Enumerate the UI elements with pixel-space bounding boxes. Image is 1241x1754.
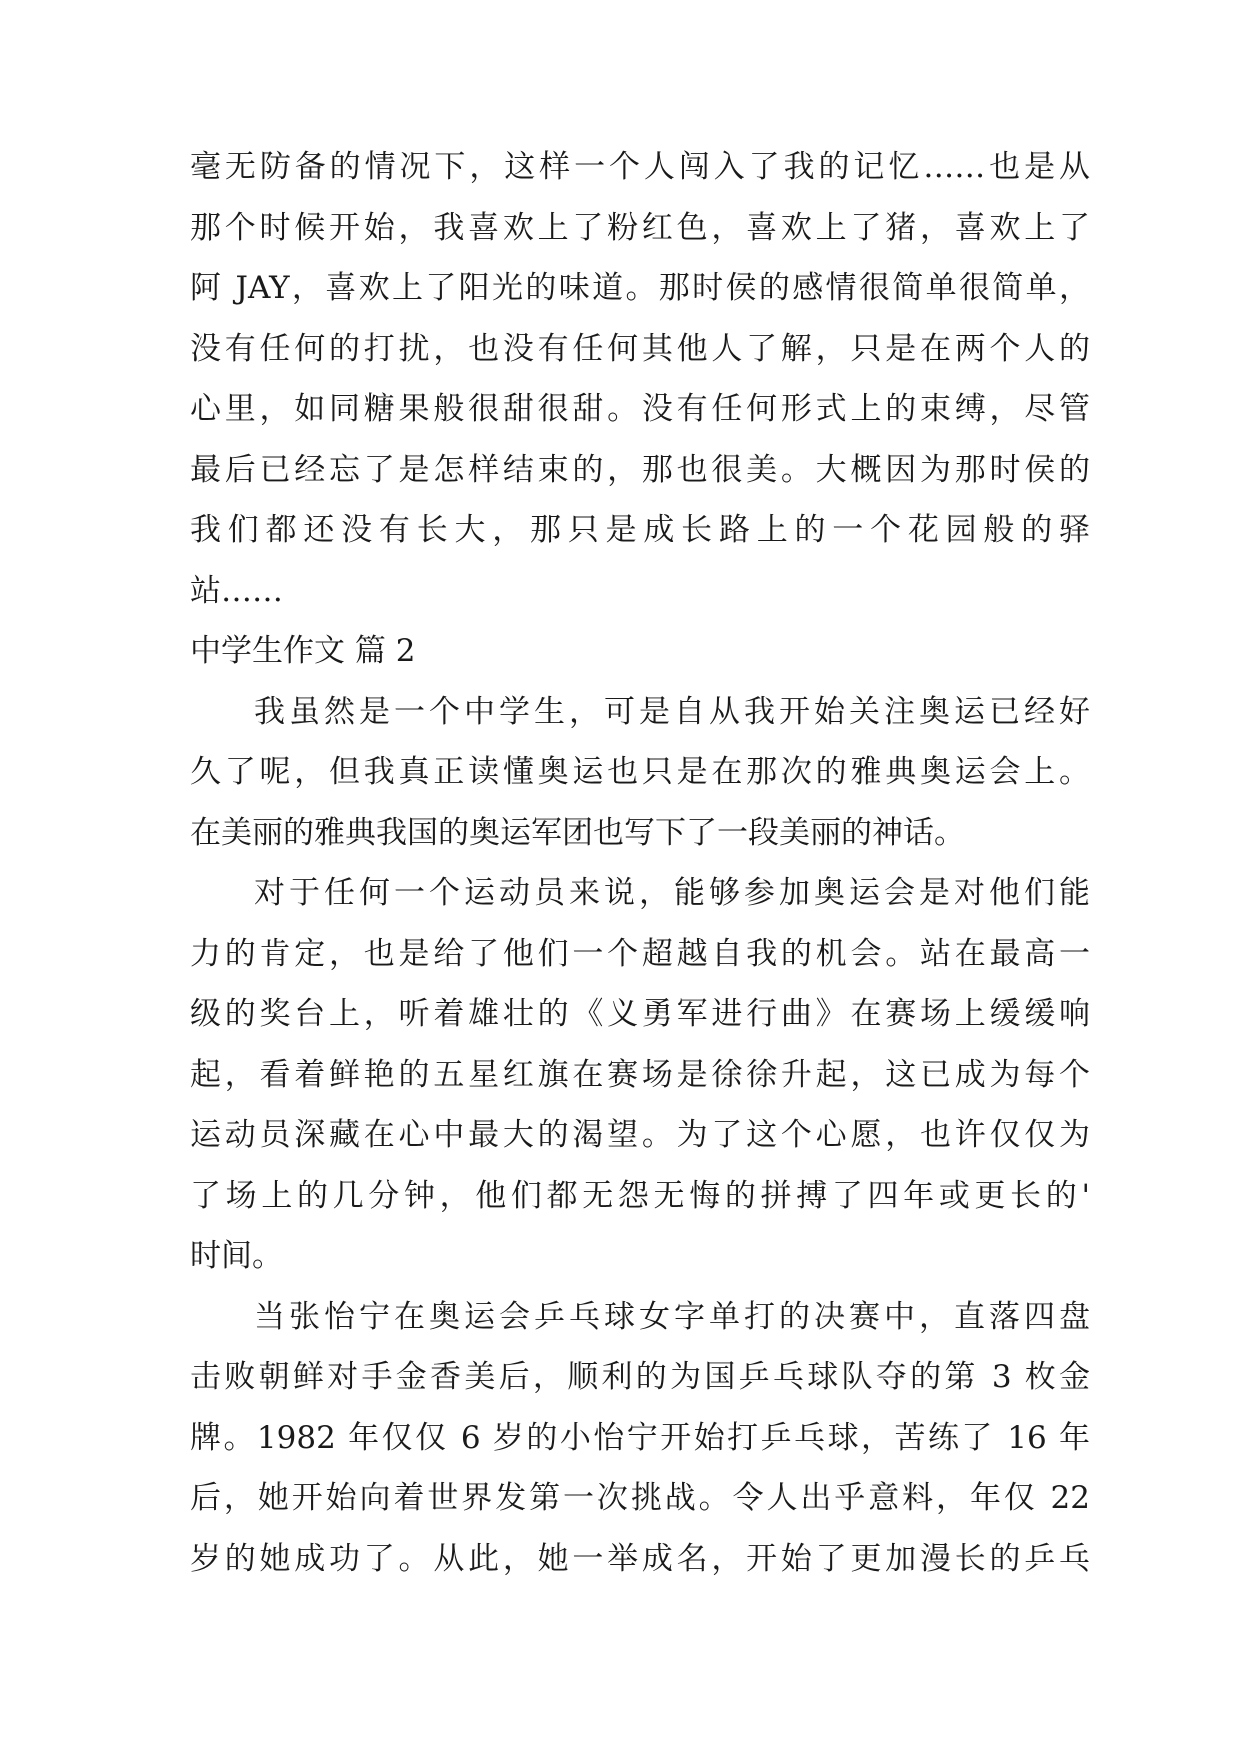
text-line: 后，她开始向着世界发第一次挑战。令人出乎意料，年仅 22 xyxy=(190,1480,1090,1516)
text-line: 力的肯定，也是给了他们一个超越自我的机会。站在最高一 xyxy=(190,935,1090,972)
document-body xyxy=(190,137,1090,1589)
text-line: 最后已经忘了是怎样结束的，那也很美。大概因为那时侯的 xyxy=(190,451,1090,488)
continuation-paragraph xyxy=(190,137,1090,621)
text-line: 击败朝鲜对手金香美后，顺利的为国乒乓球队夺的第 3 枚金 xyxy=(190,1359,1090,1395)
text-line: 久了呢，但我真正读懂奥运也只是在那次的雅典奥运会上。 xyxy=(190,754,1090,790)
text-line: 运动员深藏在心中最大的渴望。为了这个心愿，也许仅仅为 xyxy=(190,1117,1090,1153)
text-line: 阿 JAY，喜欢上了阳光的味道。那时侯的感情很简单很简单， xyxy=(190,270,1090,306)
text-line: 牌。1982 年仅仅 6 岁的小怡宁开始打乒乓球，苦练了 16 年 xyxy=(190,1419,1090,1456)
text-line: 没有任何的打扰，也没有任何其他人了解，只是在两个人的 xyxy=(190,330,1090,367)
text-line: 我虽然是一个中学生，可是自从我开始关注奥运已经好 xyxy=(254,693,1090,730)
text-line: 那个时候开始，我喜欢上了粉红色，喜欢上了猪，喜欢上了 xyxy=(190,209,1090,246)
text-line: 时间。 xyxy=(190,1238,283,1274)
text-line: 起，看着鲜艳的五星红旗在赛场是徐徐升起，这已成为每个 xyxy=(190,1056,1090,1093)
text-line: 我们都还没有长大，那只是成长路上的一个花园般的驿 xyxy=(190,512,1090,548)
text-line: 当张怡宁在奥运会乒乓球女字单打的决赛中，直落四盘 xyxy=(254,1298,1090,1335)
text-line: 站…… xyxy=(190,572,283,609)
text-line: 毫无防备的情况下，这样一个人闯入了我的记忆……也是从 xyxy=(190,149,1090,185)
paragraph xyxy=(190,863,1090,1287)
text-line: 对于任何一个运动员来说，能够参加奥运会是对他们能 xyxy=(254,875,1090,911)
section-heading: 中学生作文 篇 2 xyxy=(190,633,416,669)
text-line: 心里，如同糖果般很甜很甜。没有任何形式上的束缚，尽管 xyxy=(190,391,1090,427)
paragraph xyxy=(190,682,1090,864)
text-line: 岁的她成功了。从此，她一举成名，开始了更加漫长的乒乓 xyxy=(190,1540,1090,1577)
text-line: 在美丽的雅典我国的奥运军团也写下了一段美丽的神话。 xyxy=(190,814,965,851)
text-line: 了场上的几分钟，他们都无怨无悔的拼搏了四年或更长的' xyxy=(190,1177,1090,1214)
paragraph xyxy=(190,1287,1090,1590)
text-line: 级的奖台上，听着雄壮的《义勇军进行曲》在赛场上缓缓响 xyxy=(190,996,1090,1032)
